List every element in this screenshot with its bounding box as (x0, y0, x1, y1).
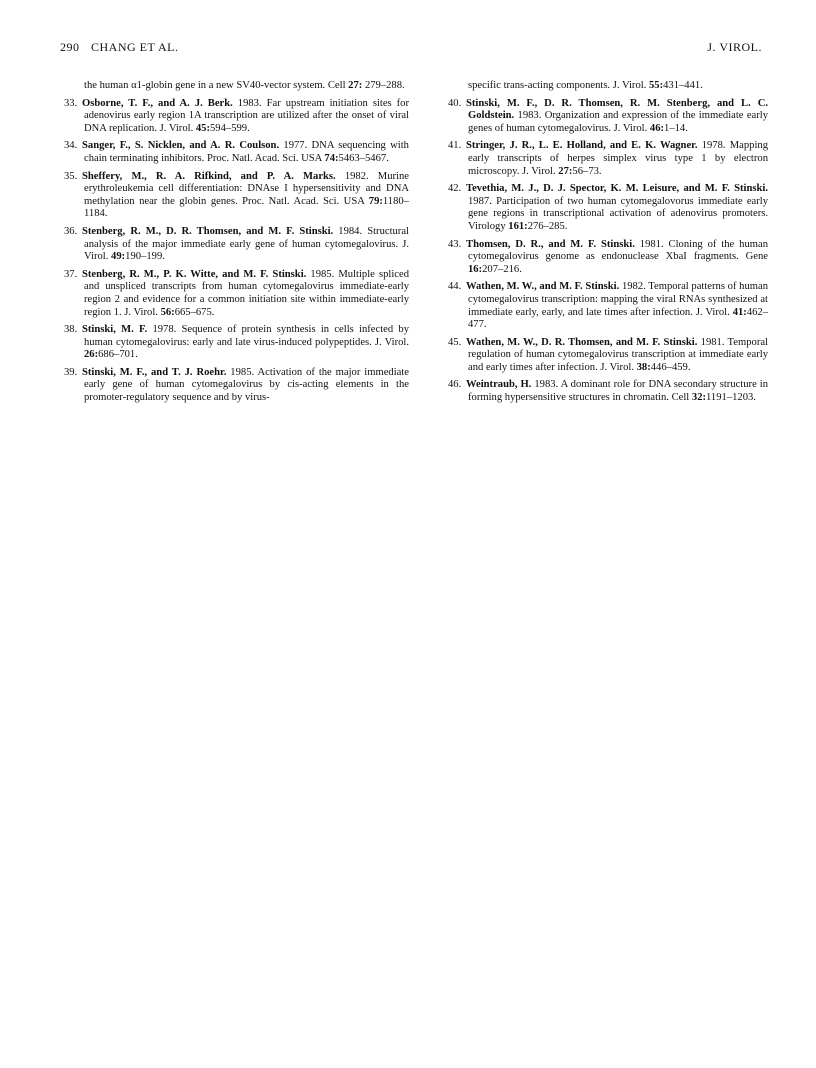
reference-pages: 446–459. (650, 361, 691, 373)
reference-authors: Stinski, M. F., D. R. Thomsen, R. M. Stenberg, and L. C. Goldstein. (466, 97, 768, 122)
reference-text: 1983. Organization and expression of the immediate early genes of human cytomegalovirus. J. Virol. (468, 110, 768, 134)
reference-text: 1981. Temporal regulation of human cytomegalovirus transcription at immediate early and early times after infection. J. Virol. (468, 336, 769, 373)
reference-entry (448, 379, 768, 404)
reference-volume: 56: (160, 306, 175, 318)
reference-volume: 32: (691, 392, 707, 404)
reference-volume: 161: (508, 220, 528, 232)
reference-text: 1983. A dominant role for DNA secondary structure in forming hypersensitive structures in chromatin. Cell (468, 379, 769, 404)
reference-number: 36. (64, 225, 78, 237)
reference-entry (448, 239, 768, 277)
references-right-column (448, 80, 768, 410)
reference-volume: 45: (195, 122, 210, 134)
running-header (60, 40, 762, 56)
reference-entry (64, 98, 409, 136)
reference-authors: Stringer, J. R., L. E. Holland, and E. K. Wagner. (466, 140, 698, 152)
reference-authors: Tevethia, M. J., D. J. Spector, K. M. Leisure, and M. F. Stinski. (466, 183, 768, 195)
reference-authors: Wathen, M. W., D. R. Thomsen, and M. F. Stinski. (466, 336, 698, 348)
reference-entry (64, 367, 409, 405)
reference-text: 1978. Mapping early transcripts of herpes simplex virus type 1 by electron microscopy. J. Virol. (468, 140, 768, 177)
reference-text: 1984. Structural analysis of the major immediate early gene of human cytomegalovirus. J. Virol. (84, 225, 409, 263)
reference-continuation: the human α1-globin gene in a new SV40-vector system. Cell 27: 279–288. (84, 80, 405, 91)
reference-pages: 665–675. (174, 306, 215, 318)
reference-entry (448, 98, 768, 136)
reference-pages: 1–14. (664, 122, 688, 134)
reference-text: 1982. Temporal patterns of human cytomegalovirus transcription: mapping the viral RNAs synthesized at immediate early, early, and late times after infection. J. Virol. (468, 281, 768, 318)
reference-authors: Thomsen, D. R., and M. F. Stinski. (466, 238, 635, 250)
references-left-column (64, 80, 409, 410)
reference-number: 40. (448, 97, 462, 109)
reference-number: 41. (448, 140, 462, 152)
reference-text: 1982. Murine erythroleukemia cell differentiation: DNAse I hypersensitivity and DNA methylation near the globin genes. Proc. Natl. Acad. Sci. USA (84, 170, 409, 207)
reference-pages: 1180–1184. (84, 195, 409, 220)
reference-authors: Sheffery, M., R. A. Rifkind, and P. A. Marks. (82, 170, 336, 182)
reference-number: 39. (64, 366, 78, 378)
reference-text: 1987. Participation of two human cytomegalovorus immediate early gene regions in transcriptional activation of adenovirus promoters. Virology (468, 195, 768, 232)
reference-entry (448, 183, 768, 233)
reference-text: 1981. Cloning of the human cytomegalovirus genome as endonuclease XbaI fragments. Gene (468, 238, 768, 263)
reference-text: 1978. Sequence of protein synthesis in cells infected by human cytomegalovirus: early and late virus-induced polypeptides. J. Virol. (84, 324, 409, 348)
reference-entry (448, 281, 768, 331)
reference-pages: 207–216. (482, 263, 522, 275)
reference-number: 43. (448, 238, 462, 250)
reference-pages: 190–199. (125, 251, 165, 263)
reference-pages: 276–285. (527, 220, 568, 232)
reference-authors: Wathen, M. W., and M. F. Stinski. (466, 281, 620, 293)
reference-authors: Sanger, F., S. Nicklen, and A. R. Coulson. (82, 140, 280, 152)
page-number: 290 (60, 40, 80, 54)
reference-pages: 686–701. (98, 349, 138, 361)
reference-volume: 46: (649, 122, 665, 134)
reference-text: 1985. Multiple spliced and unspliced transcripts from human cytomegalovirus immediate-early region 2 and evidence for a common initiation site within immediate-early region 1. J. Virol. (84, 268, 409, 318)
reference-entry (64, 269, 409, 319)
reference-authors: Weintraub, H. (466, 379, 532, 391)
reference-entry (64, 171, 409, 221)
reference-number: 37. (64, 268, 78, 280)
reference-authors: Osborne, T. F., and A. J. Berk. (82, 97, 233, 109)
reference-number: 46. (448, 379, 462, 391)
reference-number: 45. (448, 336, 462, 348)
reference-entry (448, 337, 768, 375)
reference-pages: 56–73. (572, 165, 602, 177)
reference-entry (64, 324, 409, 362)
reference-entry (64, 226, 409, 264)
reference-volume: 79: (368, 195, 383, 207)
reference-pages: 594–599. (210, 122, 250, 134)
reference-volume: 74: (324, 152, 339, 164)
reference-volume: 38: (636, 361, 651, 373)
reference-pages: 5463–5467. (338, 152, 389, 164)
reference-authors: Stenberg, R. M., P. K. Witte, and M. F. Stinski. (82, 268, 307, 280)
reference-volume: 49: (111, 251, 126, 263)
running-authors: CHANG ET AL. (91, 40, 179, 54)
reference-authors: Stinski, M. F. (82, 324, 148, 336)
reference-pages: 1191–1203. (706, 392, 756, 404)
reference-number: 33. (64, 97, 78, 109)
reference-authors: Stinski, M. F., and T. J. Roehr. (82, 366, 227, 378)
reference-text: 1985. Activation of the major immediate early gene of human cytomegalovirus by cis-acting elements in the promoter-regulatory sequence and by virus- (84, 366, 409, 404)
reference-authors: Stenberg, R. M., D. R. Thomsen, and M. F. Stinski. (82, 225, 334, 237)
reference-number: 35. (64, 170, 78, 182)
reference-entry (64, 140, 409, 165)
reference-number: 34. (64, 140, 78, 152)
reference-entry (448, 140, 768, 178)
reference-volume: 41: (732, 306, 747, 318)
reference-volume: 16: (468, 263, 483, 275)
reference-continuation: specific trans-acting components. J. Virol. 55:431–441. (468, 80, 703, 91)
reference-number: 44. (448, 281, 462, 293)
reference-volume: 26: (84, 349, 99, 361)
reference-number: 38. (64, 324, 78, 336)
reference-volume: 27: (558, 165, 573, 177)
reference-text: 1983. Far upstream initiation sites for adenovirus early region 1A transcription are utilized after the onset of viral DNA replication. J. Virol. (84, 97, 410, 134)
reference-text: 1977. DNA sequencing with chain terminating inhibitors. Proc. Natl. Acad. Sci. USA (84, 140, 409, 164)
journal-name: J. VIROL. (707, 40, 762, 54)
reference-number: 42. (448, 183, 462, 195)
reference-pages: 462–477. (468, 306, 768, 331)
